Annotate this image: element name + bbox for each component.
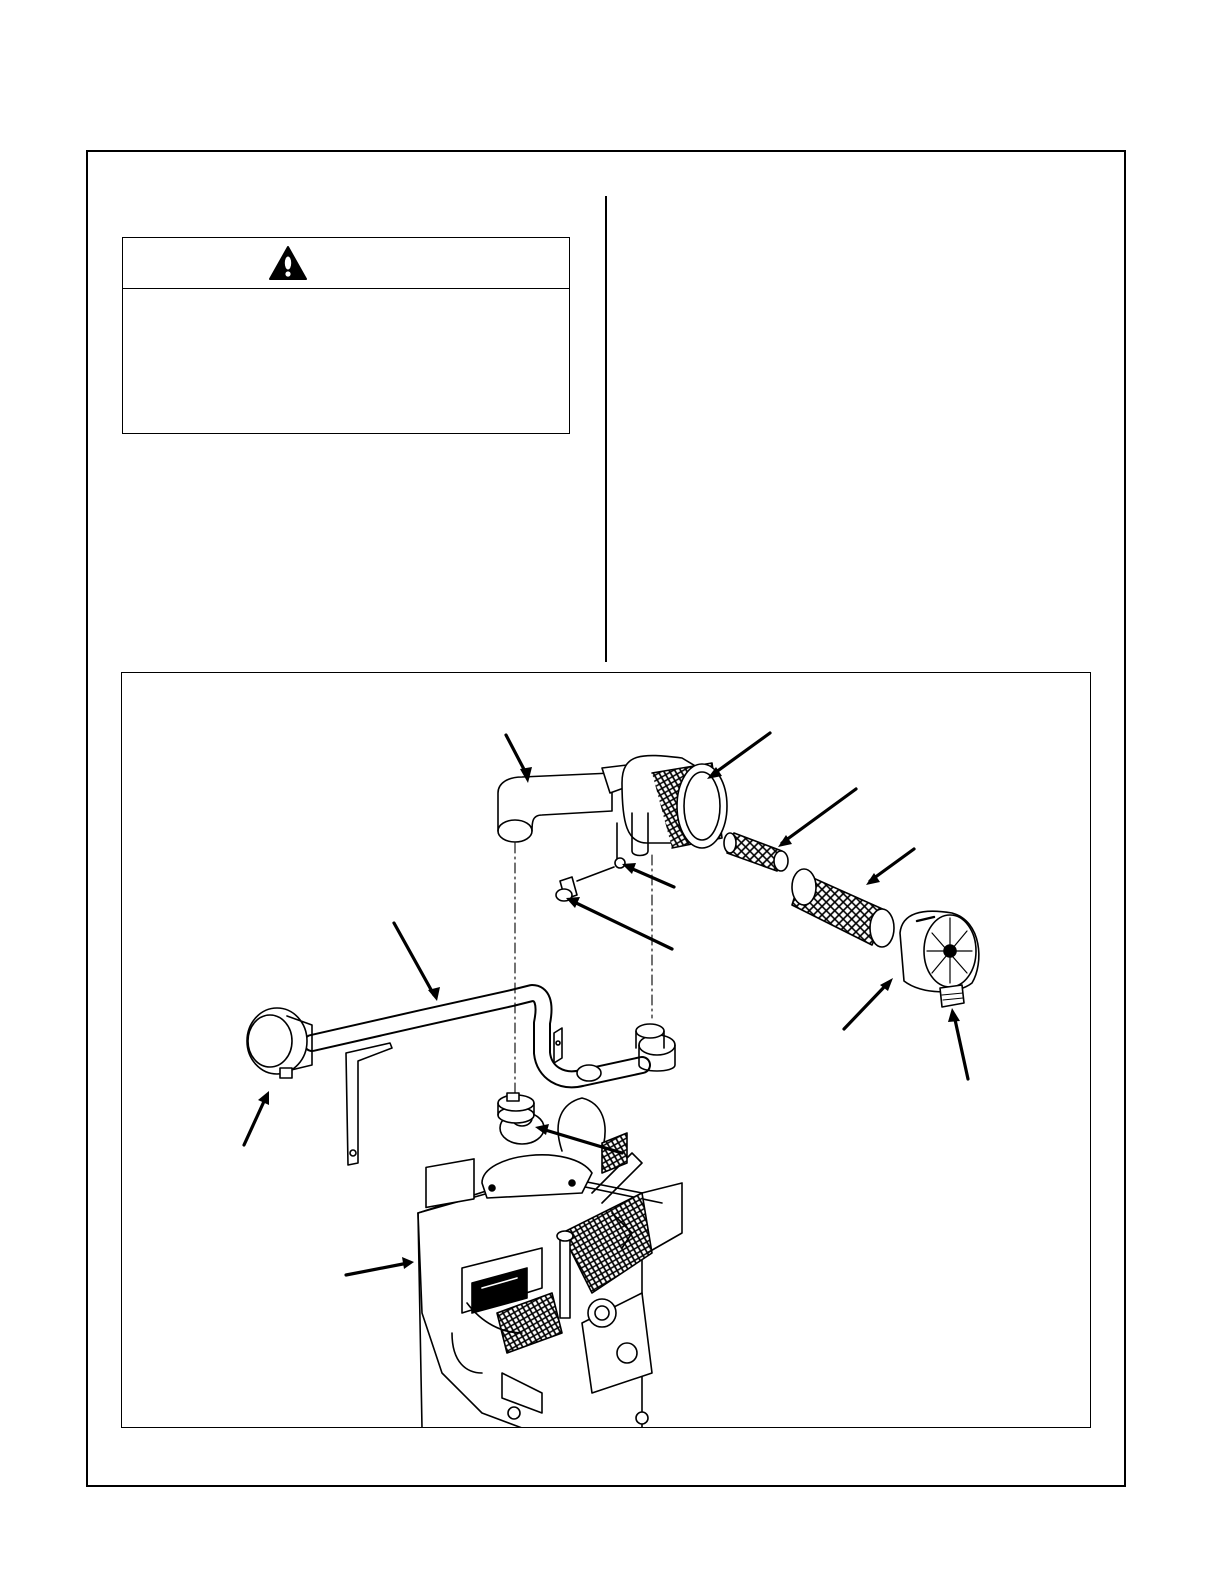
- air-cleaner-exploded-figure: [121, 672, 1091, 1428]
- engine: [418, 1098, 682, 1428]
- column-divider: [605, 196, 607, 662]
- mounting-bracket: [346, 1028, 562, 1165]
- dust-ejector-valve: [940, 985, 964, 1007]
- safety-filter-element: [724, 833, 788, 871]
- intake-elbow: [498, 765, 632, 842]
- air-cleaner-cover: [900, 911, 979, 992]
- restriction-indicator: [556, 823, 625, 901]
- warning-box: [122, 237, 570, 434]
- air-cleaner-housing: [622, 756, 727, 856]
- warning-header: [123, 238, 569, 289]
- air-intake-tube: [247, 993, 675, 1081]
- exploded-view-drawing: [122, 673, 1091, 1428]
- hose-clamp: [498, 1093, 534, 1123]
- warning-triangle-icon: [268, 245, 308, 281]
- warning-body: [123, 289, 569, 309]
